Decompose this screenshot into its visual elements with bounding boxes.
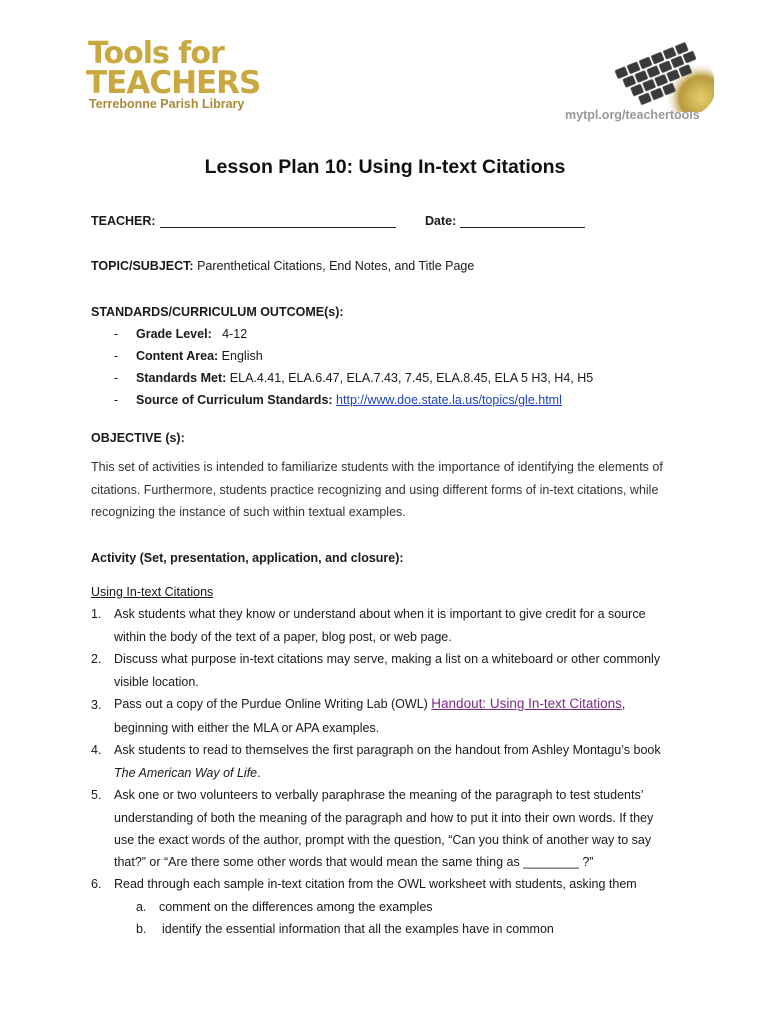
step-line: Read through each sample in-text citation from the OWL worksheet with students, asking them	[114, 877, 637, 891]
step-number: 5.	[91, 788, 102, 802]
keyboard-globe-icon	[606, 40, 714, 112]
grade-level-value: 4-12	[222, 327, 248, 341]
objective-line: citations. Furthermore, students practice recognizing and using different forms of in-text citations, while	[91, 482, 659, 497]
standard-source	[136, 392, 562, 408]
step-line: use the exact words of the author, prompt with the question, “Can you think of another way to say	[114, 833, 652, 847]
step-3-text: Pass out a copy of the Purdue Online Writing Lab (OWL)	[114, 697, 432, 711]
standard-standards-met	[136, 370, 593, 386]
step-line: visible location.	[114, 675, 199, 689]
substep-text: comment on the differences among the examples	[159, 900, 433, 914]
standards-bullet: -	[114, 349, 119, 363]
activity-heading: Activity (Set, presentation, application, and closure):	[91, 551, 404, 565]
owl-handout-link[interactable]: Handout: Using In-text Citations	[431, 696, 622, 711]
standards-bullet: -	[114, 393, 119, 407]
standard-grade-level	[136, 326, 247, 342]
standards-heading: STANDARDS/CURRICULUM OUTCOME(s):	[91, 305, 344, 319]
date-blank	[460, 215, 585, 228]
step-number: 6.	[91, 877, 102, 891]
objective-line: This set of activities is intended to familiarize students with the importance of identifying the elements of	[91, 460, 663, 474]
book-title-period: .	[257, 766, 261, 780]
logo-subtitle: Terrebonne Parish Library	[89, 97, 245, 111]
source-label: Source of Curriculum Standards:	[136, 393, 333, 407]
content-area-label: Content Area:	[136, 349, 219, 363]
topic-value: Parenthetical Citations, End Notes, and Title Page	[197, 259, 475, 273]
step-number: 3.	[91, 698, 102, 712]
step-line: Ask students to read to themselves the first paragraph on the handout from Ashley Montagu’s book	[114, 743, 661, 757]
step-line: within the body of the text of a paper, blog post, or web page.	[114, 630, 452, 644]
step-line: Ask one or two volunteers to verbally paraphrase the meaning of the paragraph to test students’	[114, 788, 644, 802]
step-number: 2.	[91, 652, 102, 666]
teacher-label: TEACHER:	[91, 214, 156, 228]
standards-bullet: -	[114, 371, 119, 385]
substep-letter: a.	[136, 900, 147, 914]
step-line: beginning with either the MLA or APA examples.	[114, 721, 380, 735]
grade-level-label: Grade Level:	[136, 327, 212, 341]
logo-title-line1: Tools for	[88, 36, 224, 71]
substep-letter: b.	[136, 922, 147, 936]
step-line	[114, 765, 261, 781]
standard-content-area	[136, 348, 263, 364]
step-line: Ask students what they know or understand about when it is important to give credit for a source	[114, 607, 646, 621]
objective-line: recognizing the instance of such within textual examples.	[91, 505, 406, 520]
site-url: mytpl.org/teachertools	[565, 108, 700, 122]
content-area-value: English	[221, 349, 263, 363]
objective-heading: OBJECTIVE (s):	[91, 431, 185, 445]
step-line: that?” or “Are there some other words that would mean the same thing as ________ ?”	[114, 855, 594, 869]
step-line: Discuss what purpose in-text citations may serve, making a list on a whiteboard or other commonly	[114, 652, 661, 666]
source-link[interactable]: http://www.doe.state.la.us/topics/gle.html	[336, 393, 562, 407]
teacher-blank	[160, 215, 396, 228]
objective-paragraph	[91, 456, 681, 524]
standards-bullet: -	[114, 327, 119, 341]
activity-subheading: Using In-text Citations	[91, 585, 214, 599]
date-label: Date:	[425, 214, 457, 228]
step-3-comma: ,	[621, 697, 626, 711]
substep-text: identify the essential information that all the examples have in common	[162, 922, 554, 936]
step-number: 4.	[91, 743, 102, 757]
standards-met-label: Standards Met:	[136, 371, 227, 385]
step-number: 1.	[91, 607, 102, 621]
step-line: understanding of both the meaning of the paragraph and how to put it into their own words. If they	[114, 811, 654, 825]
page-title: Lesson Plan 10: Using In-text Citations	[204, 156, 566, 178]
topic-line	[91, 258, 474, 274]
book-title: The American Way of Life	[114, 766, 258, 780]
topic-label: TOPIC/SUBJECT:	[91, 259, 194, 273]
standards-met-value: ELA.4.41, ELA.6.47, ELA.7.43, 7.45, ELA.8.45, ELA 5 H3, H4, H5	[229, 371, 594, 385]
step-line	[114, 696, 625, 712]
logo-title-line2: TEACHERS	[86, 65, 261, 101]
